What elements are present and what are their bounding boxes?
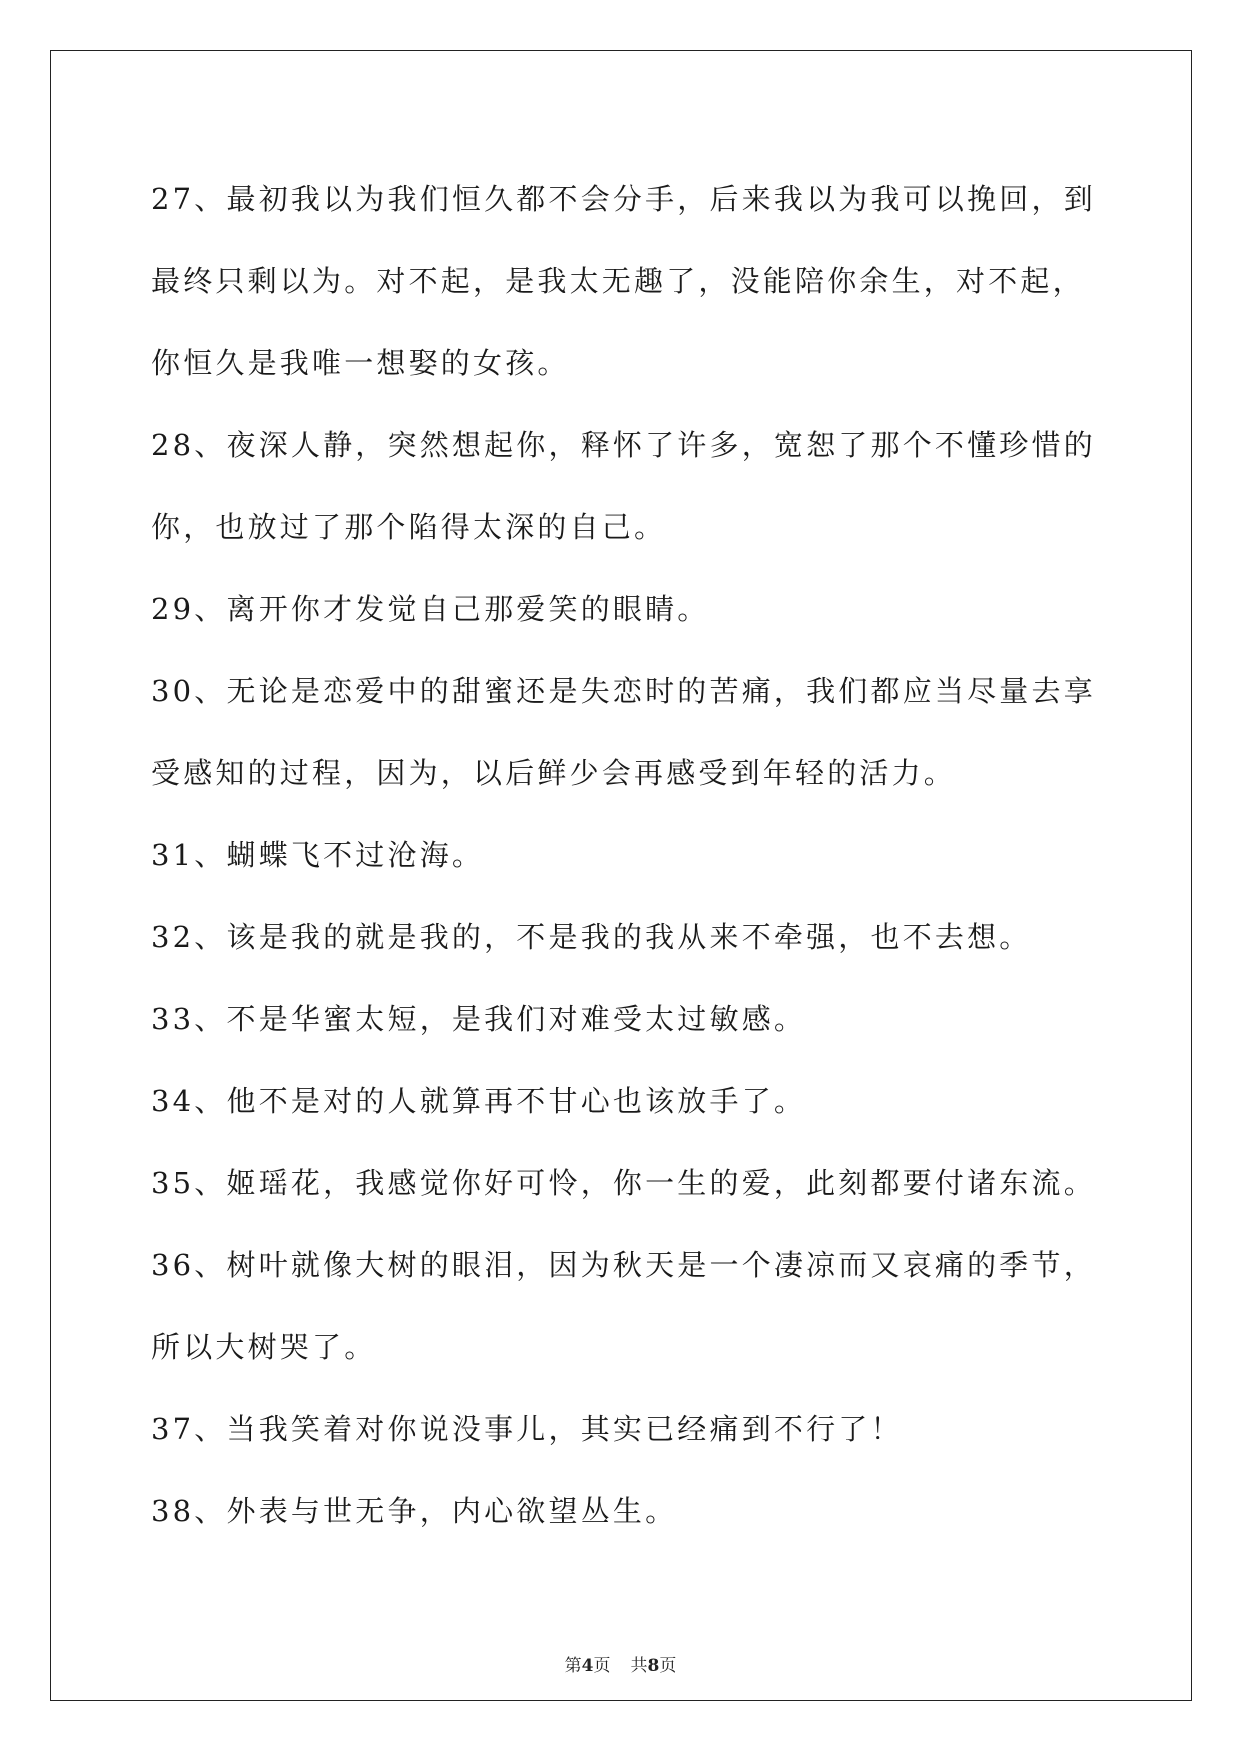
paragraph-31: 31、蝴蝶飞不过沧海。 [151, 838, 485, 872]
paragraph-29: 29、离开你才发觉自己那爱笑的眼睛。 [151, 592, 710, 626]
footer-page-suffix: 页 [593, 1656, 611, 1676]
paragraph-35: 35、姬瑶花，我感觉你好可怜，你一生的爱，此刻都要付诸东流。 [151, 1166, 1096, 1200]
current-page-number: 4 [581, 1656, 594, 1676]
paragraph-36: 36、树叶就像大树的眼泪，因为秋天是一个凄凉而又哀痛的季节，所以大树哭了。 [151, 1248, 1096, 1364]
paragraph-28: 28、夜深人静，突然想起你，释怀了许多，宽恕了那个不懂珍惜的你，也放过了那个陷得太深的自己。 [151, 428, 1096, 544]
paragraph-38: 38、外表与世无争，内心欲望丛生。 [151, 1494, 678, 1528]
paragraph-34: 34、他不是对的人就算再不甘心也该放手了。 [151, 1084, 807, 1118]
total-page-number: 8 [647, 1656, 660, 1676]
paragraph-32: 32、该是我的就是我的，不是我的我从来不牵强，也不去想。 [151, 920, 1032, 954]
paragraph-37: 37、当我笑着对你说没事儿，其实已经痛到不行了！ [151, 1412, 903, 1446]
paragraph-30: 30、无论是恋爱中的甜蜜还是失恋时的苦痛，我们都应当尽量去享受感知的过程，因为，以后鲜少会再感受到年轻的活力。 [151, 674, 1096, 790]
document-body [151, 158, 1101, 1552]
footer-total-prefix: 共 [630, 1656, 648, 1676]
footer-prefix: 第 [564, 1656, 582, 1676]
paragraph-33: 33、不是华蜜太短，是我们对难受太过敏感。 [151, 1002, 807, 1036]
page-footer [0, 1654, 1241, 1678]
footer-total-suffix: 页 [659, 1656, 677, 1676]
paragraph-27: 27、最初我以为我们恒久都不会分手，后来我以为我可以挽回，到最终只剩以为。对不起，是我太无趣了，没能陪你余生，对不起，你恒久是我唯一想娶的女孩。 [151, 182, 1096, 380]
